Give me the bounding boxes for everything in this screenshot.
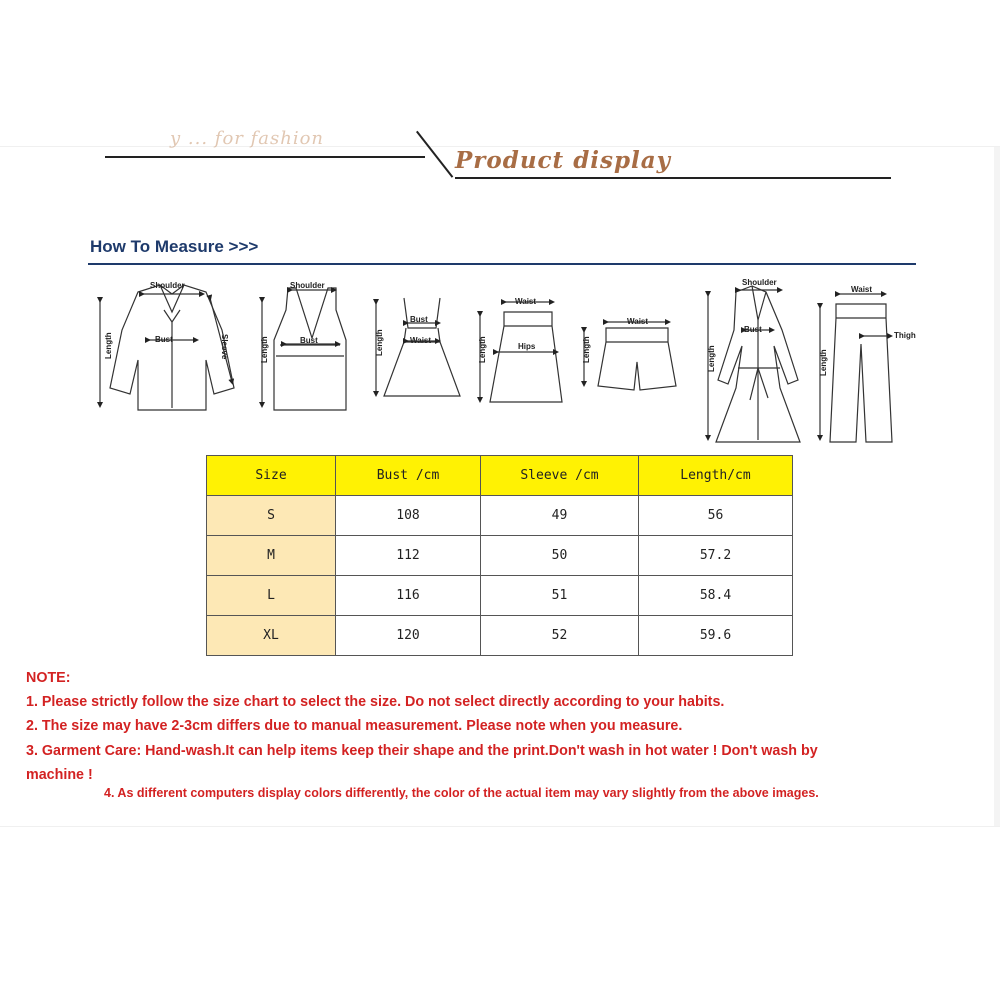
garment-label: Bust (300, 336, 318, 345)
coat-illustration (708, 286, 800, 442)
table-row (207, 536, 793, 576)
skirt-illustration (480, 302, 562, 402)
slip-dress-illustration (376, 298, 460, 396)
garment-label: Waist (410, 336, 432, 345)
size-cell: S (207, 496, 336, 536)
table-row (207, 496, 793, 536)
sleeve-cell: 51 (481, 576, 639, 616)
tank-illustration (262, 288, 346, 410)
note-2: 2. The size may have 2-3cm differs due to manual measurement. Please note when you measure. (26, 718, 683, 735)
size-cell: L (207, 576, 336, 616)
garment-label: Length (478, 336, 487, 363)
garment-label: Length (582, 336, 591, 363)
notes-block (26, 666, 926, 787)
garment-label: Length (375, 329, 384, 356)
how-to-measure-rule (88, 263, 916, 265)
shorts-illustration (584, 322, 676, 390)
length-cell: 59.6 (639, 616, 793, 656)
garment-label: Shoulder (290, 281, 325, 290)
garment-label: Hips (518, 342, 536, 351)
length-cell: 58.4 (639, 576, 793, 616)
bust-cell: 116 (336, 576, 481, 616)
note-3-continued: machine ! (26, 766, 93, 783)
garment-label: Length (819, 349, 828, 376)
size-chart-table (206, 455, 793, 656)
header-length: Length/cm (639, 456, 793, 496)
table-row (207, 576, 793, 616)
bottom-edge (0, 826, 1000, 827)
how-to-measure-heading: How To Measure >>> (90, 237, 259, 256)
header-faded-text: y ... for fashion (170, 128, 325, 149)
garment-label: Length (104, 332, 113, 359)
size-cell: XL (207, 616, 336, 656)
garment-label: Thigh (894, 331, 916, 340)
garment-label: Bust (155, 335, 173, 344)
trousers-illustration (820, 294, 892, 442)
garment-label: Length (260, 336, 269, 363)
table-row (207, 616, 793, 656)
garment-label: Shoulder (150, 281, 185, 290)
garment-label: Sleeve (220, 334, 229, 360)
sleeve-cell: 50 (481, 536, 639, 576)
garment-label: Waist (515, 297, 537, 306)
sleeve-cell: 52 (481, 616, 639, 656)
garment-label: Length (707, 345, 716, 372)
bust-cell: 108 (336, 496, 481, 536)
bust-cell: 120 (336, 616, 481, 656)
header-sleeve: Sleeve /cm (481, 456, 639, 496)
note-heading: NOTE: (26, 670, 71, 686)
garment-label: Bust (410, 315, 428, 324)
garment-label: Waist (627, 317, 649, 326)
header-bust: Bust /cm (336, 456, 481, 496)
garment-label: Waist (851, 285, 873, 294)
garment-label: Shoulder (742, 278, 777, 287)
note-3: 3. Garment Care: Hand-wash.It can help items keep their shape and the print.Don't wash in hot water ! Don't wash by (26, 742, 818, 759)
note-4: 4. As different computers display colors differently, the color of the actual item may vary slightly from the above images. (104, 786, 819, 800)
bust-cell: 112 (336, 536, 481, 576)
garment-illustrations (0, 270, 1000, 450)
header-size: Size (207, 456, 336, 496)
length-cell: 56 (639, 496, 793, 536)
product-display-title: Product display (455, 147, 672, 174)
header-rule-left (105, 156, 425, 158)
table-header-row (207, 456, 793, 496)
note-1: 1. Please strictly follow the size chart to select the size. Do not select directly according to your habits. (26, 694, 725, 711)
sleeve-cell: 49 (481, 496, 639, 536)
size-cell: M (207, 536, 336, 576)
blouse-illustration (100, 285, 234, 410)
header-rule-right (455, 177, 891, 179)
length-cell: 57.2 (639, 536, 793, 576)
garment-label: Bust (744, 325, 762, 334)
